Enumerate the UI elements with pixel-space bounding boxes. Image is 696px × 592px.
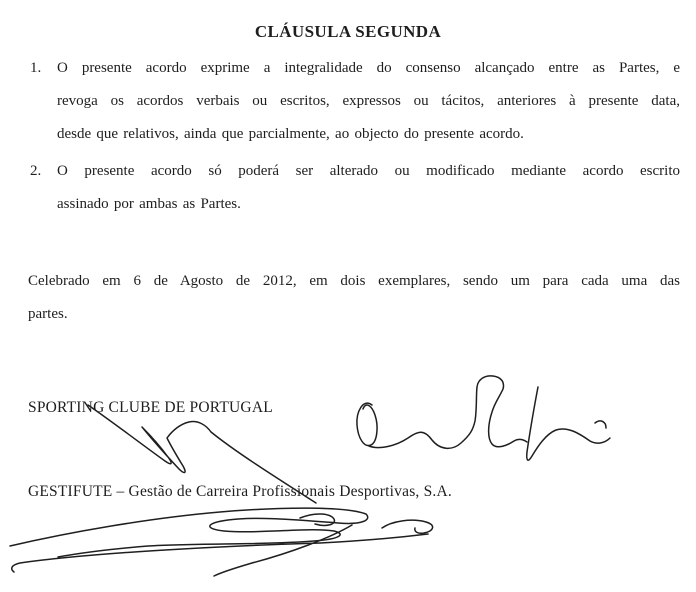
clause-line: O presente acordo exprime a integralidade do consenso alcançado entre as Partes, e bbox=[57, 60, 680, 76]
clause-line: O presente acordo só poderá ser alterado ou modificado mediante acordo escrito bbox=[57, 163, 680, 179]
signatory-name-gestifute: GESTIFUTE – Gestão de Carreira Profissionais Desportivas, S.A. bbox=[28, 483, 452, 500]
closing-line: partes. bbox=[28, 306, 68, 322]
clause-line: desde que relativos, ainda que parcialmente, ao objecto do presente acordo. bbox=[57, 126, 524, 142]
page-title: CLÁUSULA SEGUNDA bbox=[254, 22, 442, 41]
clause-number: 2. bbox=[30, 163, 42, 179]
clause-item-2 bbox=[30, 155, 680, 221]
clause-item-1 bbox=[30, 52, 680, 151]
clause-line: assinado por ambas as Partes. bbox=[57, 196, 241, 212]
signature-gestifute bbox=[10, 508, 433, 576]
closing-line: Celebrado em 6 de Agosto de 2012, em dois exemplares, sendo um para cada uma das bbox=[28, 273, 680, 289]
clause-number: 1. bbox=[30, 60, 42, 76]
closing-paragraph bbox=[28, 265, 680, 331]
signatory-name-sporting: SPORTING CLUBE DE PORTUGAL bbox=[28, 399, 273, 416]
clause-line: revoga os acordos verbais ou escritos, expressos ou tácitos, anteriores à presente data, bbox=[57, 93, 680, 109]
